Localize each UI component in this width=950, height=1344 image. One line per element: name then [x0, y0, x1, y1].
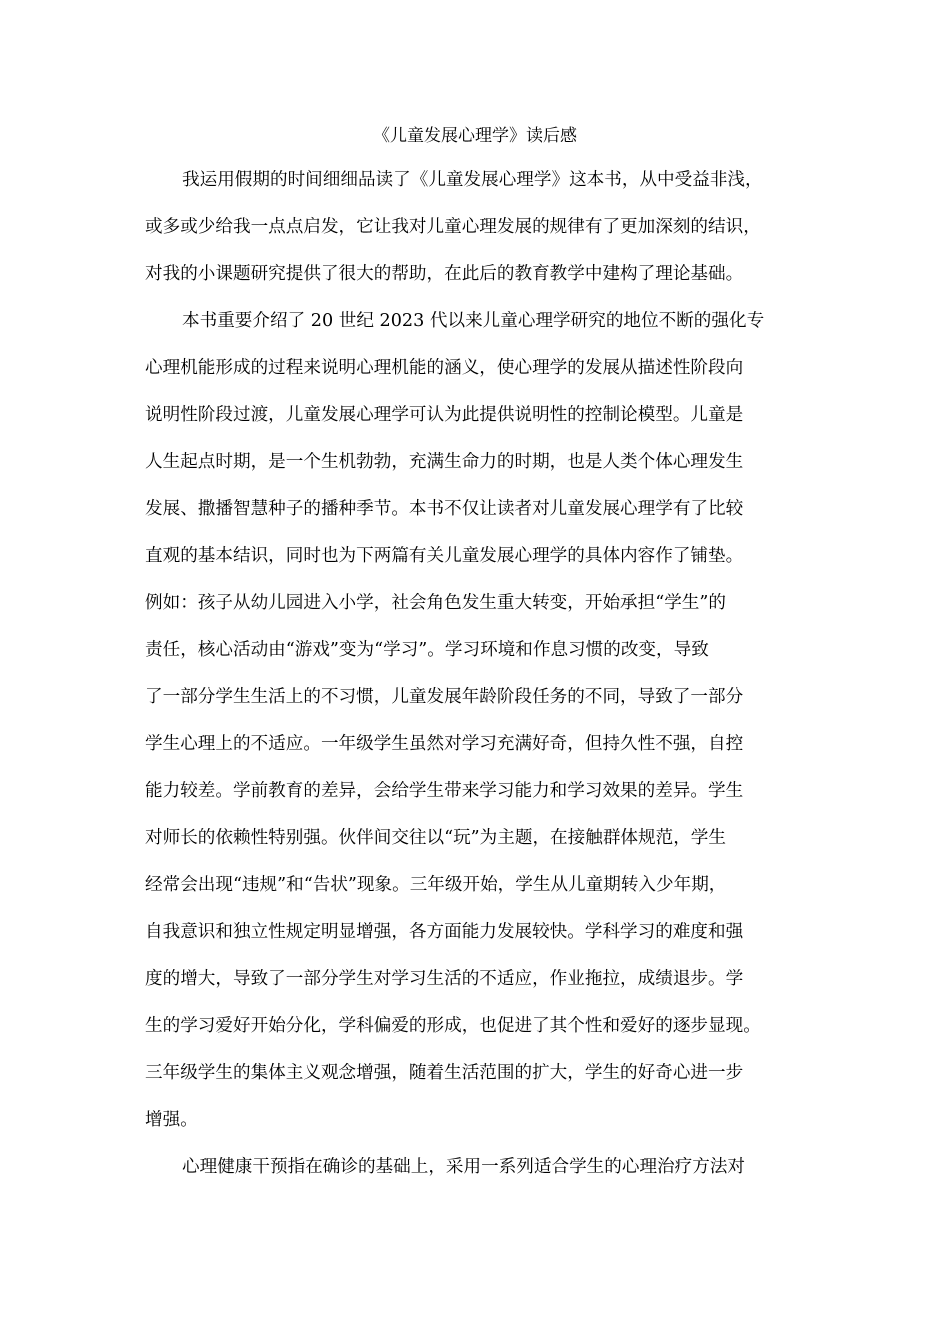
- paragraph-line: 对我的小课题研究提供了很大的帮助，在此后的教育教学中建构了理论基础。: [145, 264, 744, 284]
- paragraph-line: 生的学习爱好开始分化，学科偏爱的形成，也促进了其个性和爱好的逐步显现。: [145, 1016, 761, 1036]
- paragraph-line: 责任，核心活动由“游戏”变为“学习”。学习环境和作息习惯的改变，导致: [145, 640, 709, 660]
- document-title: 《儿童发展心理学》读后感: [373, 126, 577, 146]
- paragraph-line: 或多或少给我一点点启发，它让我对儿童心理发展的规律有了更加深刻的结识，: [145, 217, 761, 237]
- paragraph-line: 三年级学生的集体主义观念增强，随着生活范围的扩大，学生的好奇心进一步: [145, 1063, 744, 1083]
- paragraph-line: 对师长的依赖性特别强。伙伴间交往以“玩”为主题，在接触群体规范，学生: [145, 828, 726, 848]
- paragraph-line: 自我意识和独立性规定明显增强，各方面能力发展较快。学科学习的难度和强: [145, 922, 744, 942]
- paragraph-line: 我运用假期的时间细细品读了《儿童发展心理学》这本书，从中受益非浅，: [182, 170, 763, 190]
- paragraph-line: 增强。: [145, 1110, 198, 1130]
- paragraph-line: 直观的基本结识，同时也为下两篇有关儿童发展心理学的具体内容作了铺垫。: [145, 546, 744, 566]
- paragraph-line: 发展、撒播智慧种子的播种季节。本书不仅让读者对儿童发展心理学有了比较: [145, 499, 744, 519]
- paragraph-line: 学生心理上的不适应。一年级学生虽然对学习充满好奇，但持久性不强，自控: [145, 734, 744, 754]
- paragraph-line: 例如：孩子从幼儿园进入小学，社会角色发生重大转变，开始承担“学生”的: [145, 593, 726, 613]
- paragraph-line: 心理健康干预指在确诊的基础上，采用一系列适合学生的心理治疗方法对: [182, 1157, 746, 1177]
- paragraph-line: 能力较差。学前教育的差异，会给学生带来学习能力和学习效果的差异。学生: [145, 781, 744, 801]
- paragraph-line: 说明性阶段过渡，儿童发展心理学可认为此提供说明性的控制论模型。儿童是: [145, 405, 744, 425]
- paragraph-line: 本书重要介绍了 20 世纪 2023 代以来儿童心理学研究的地位不断的强化专: [182, 311, 765, 331]
- paragraph-line: 了一部分学生生活上的不习惯，儿童发展年龄阶段任务的不同，导致了一部分: [145, 687, 744, 707]
- paragraph-line: 度的增大，导致了一部分学生对学习生活的不适应，作业拖拉，成绩退步。学: [145, 969, 744, 989]
- paragraph-line: 经常会出现“违规”和“告状”现象。三年级开始，学生从儿童期转入少年期，: [145, 875, 727, 895]
- paragraph-line: 人生起点时期，是一个生机勃勃，充满生命力的时期，也是人类个体心理发生: [145, 452, 744, 472]
- paragraph-line: 心理机能形成的过程来说明心理机能的涵义，使心理学的发展从描述性阶段向: [145, 358, 744, 378]
